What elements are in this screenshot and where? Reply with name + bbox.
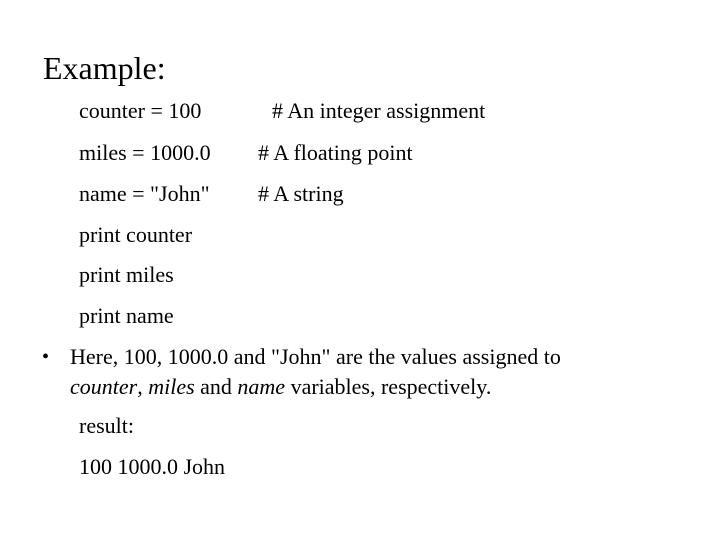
bullet-text-part1: Here, 100, 1000.0 and "John" are the values assigned to <box>70 344 561 369</box>
var-miles: miles <box>148 374 195 399</box>
bullet-marker: • <box>42 346 50 368</box>
comment-string: # A string <box>258 181 344 206</box>
var-counter: counter <box>70 374 138 399</box>
var-name: name <box>237 374 286 399</box>
code-line-print-name: print name <box>79 303 174 328</box>
bullet-text-part2: variables, respectively. <box>285 374 492 399</box>
comment-integer: # An integer assignment <box>272 98 486 123</box>
code-line-counter: counter = 100 <box>79 98 202 123</box>
slide-heading: Example: <box>43 50 166 86</box>
code-line-print-counter: print counter <box>79 222 193 247</box>
bullet-sep2: and <box>194 374 238 399</box>
code-line-name: name = "John" <box>79 181 210 206</box>
code-line-print-miles: print miles <box>79 262 174 287</box>
comment-floating-point: # A floating point <box>258 140 413 165</box>
code-line-miles: miles = 1000.0 <box>79 140 211 165</box>
result-output: 100 1000.0 John <box>79 454 226 479</box>
bullet-sep1: , <box>137 374 149 399</box>
bullet-text <box>70 342 670 402</box>
result-label: result: <box>79 413 134 438</box>
